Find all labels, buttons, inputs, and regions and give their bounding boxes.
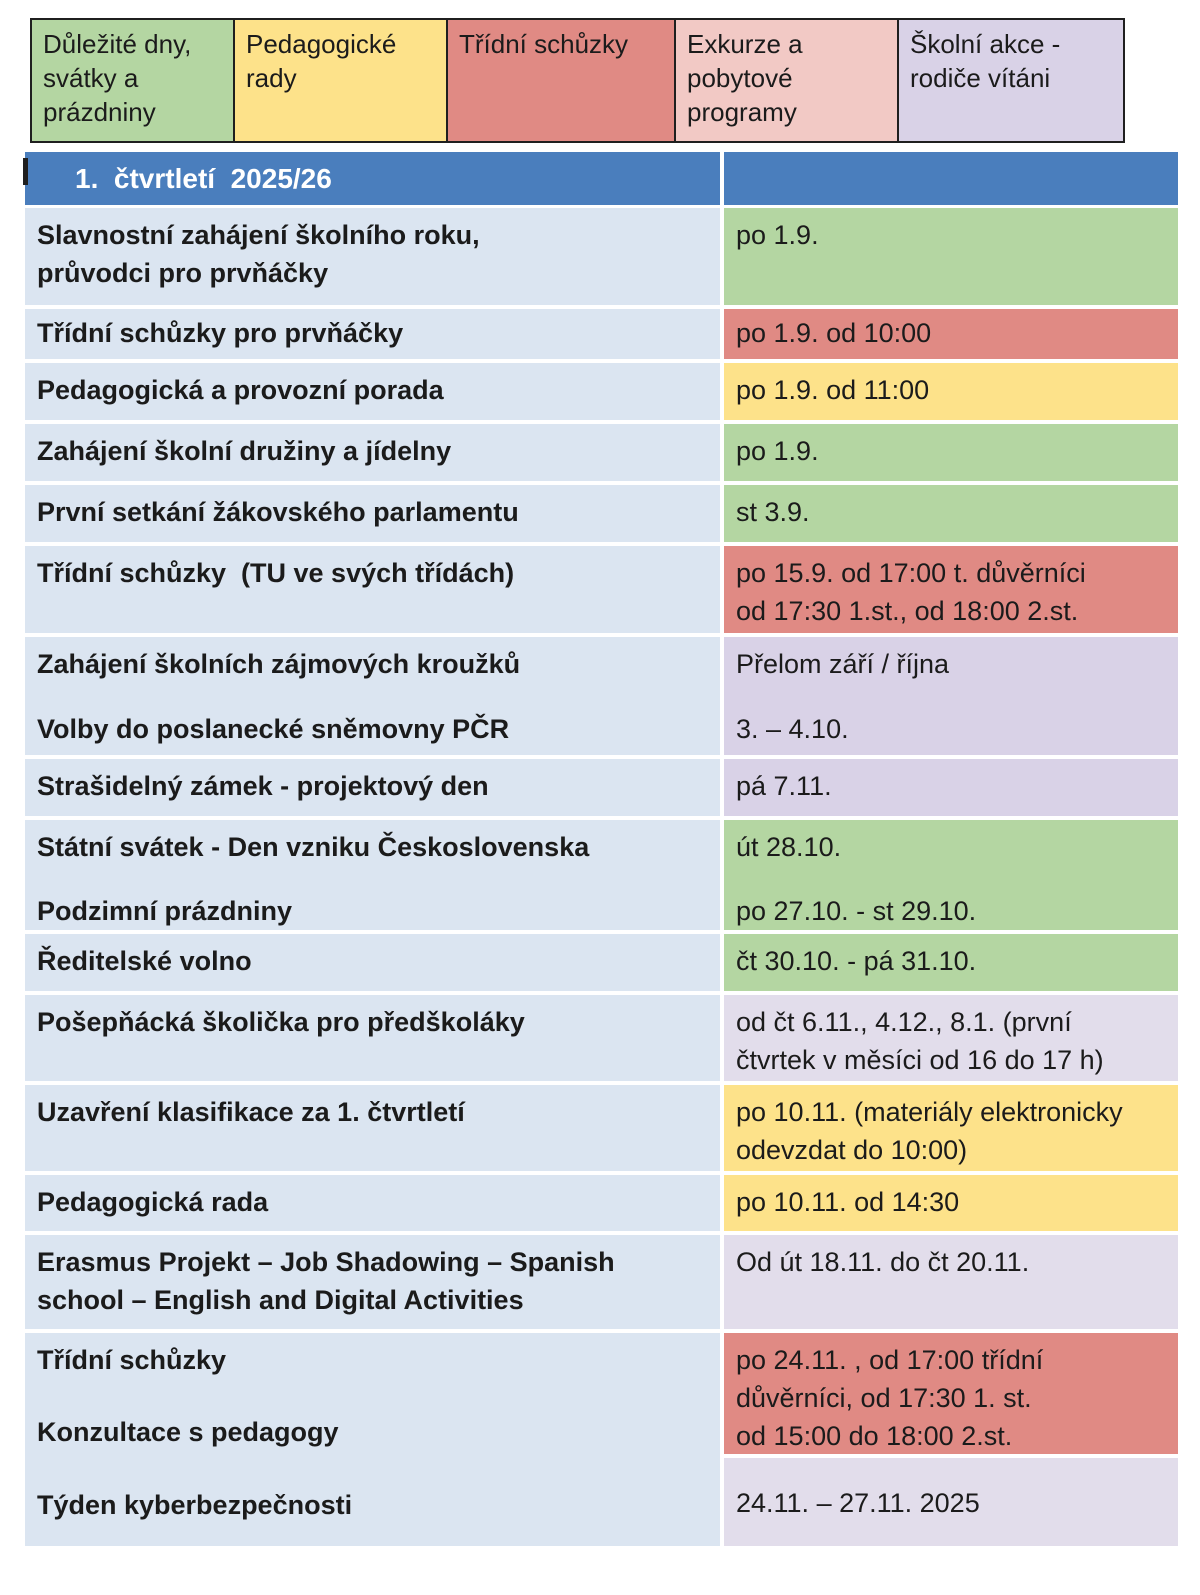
event-cell bbox=[25, 1175, 720, 1231]
event-line: Strašidelný zámek - projektový den bbox=[37, 771, 489, 801]
legend-item-label: Exkurze a pobytové programy bbox=[687, 29, 803, 127]
date-line: po 1.9. bbox=[736, 220, 819, 250]
date-line: út 28.10. bbox=[736, 832, 842, 862]
event-line: school – English and Digital Activities bbox=[37, 1285, 524, 1315]
event-cell bbox=[25, 1085, 720, 1171]
quarter-header bbox=[25, 152, 1178, 205]
date-line: po 24.11. , od 17:00 třídní bbox=[736, 1345, 1044, 1375]
date-line: po 1.9. od 11:00 bbox=[736, 375, 930, 405]
event-cell bbox=[25, 1333, 720, 1546]
date-cell bbox=[724, 820, 1178, 930]
event-cell bbox=[25, 208, 720, 305]
event-line: Pošepňácká školička pro předškoláky bbox=[37, 1007, 525, 1037]
legend-item-school-events bbox=[897, 18, 1125, 143]
date-line: Od út 18.11. do čt 20.11. bbox=[736, 1247, 1030, 1277]
event-cell bbox=[25, 363, 720, 420]
date-line: od 17:30 1.st., od 18:00 2.st. bbox=[736, 596, 1079, 626]
event-line: Třídní schůzky pro prvňáčky bbox=[37, 318, 404, 348]
date-cell bbox=[724, 546, 1178, 633]
table-row bbox=[25, 995, 1178, 1081]
date-cell bbox=[724, 934, 1178, 991]
date-cell bbox=[724, 1333, 1178, 1454]
date-line: od čt 6.11., 4.12., 8.1. (první bbox=[736, 1007, 1072, 1037]
date-line: 3. – 4.10. bbox=[736, 714, 849, 744]
date-line: od 15:00 do 18:00 2.st. bbox=[736, 1421, 1013, 1451]
event-cell bbox=[25, 309, 720, 359]
event-line: Uzavření klasifikace za 1. čtvrtletí bbox=[37, 1097, 465, 1127]
event-line: Státní svátek - Den vzniku Československa bbox=[37, 832, 590, 862]
event-cell bbox=[25, 1235, 720, 1329]
legend-item-label: Třídní schůzky bbox=[459, 29, 629, 59]
date-line: po 1.9. bbox=[736, 436, 819, 466]
quarter-header-spacer bbox=[724, 152, 1178, 205]
event-line: První setkání žákovského parlamentu bbox=[37, 497, 519, 527]
legend-item-pedagogical-boards bbox=[233, 18, 448, 143]
event-cell bbox=[25, 820, 720, 930]
date-line: po 27.10. - st 29.10. bbox=[736, 896, 977, 926]
date-line: po 10.11. (materiály elektronicky bbox=[736, 1097, 1123, 1127]
table-row bbox=[25, 208, 1178, 305]
event-line: Pedagogická rada bbox=[37, 1187, 269, 1217]
table-row bbox=[25, 1085, 1178, 1171]
legend-item-label: Důležité dny, svátky a prázdniny bbox=[43, 29, 192, 127]
event-line: Třídní schůzky (TU ve svých třídách) bbox=[37, 558, 515, 588]
date-cell bbox=[724, 759, 1178, 816]
table-border-artifact bbox=[23, 158, 28, 185]
table-row bbox=[25, 309, 1178, 359]
event-line: průvodci pro prvňáčky bbox=[37, 258, 329, 288]
legend-item-label: Školní akce - rodiče vítáni bbox=[910, 29, 1061, 93]
event-line: Podzimní prázdniny bbox=[37, 896, 293, 926]
table-row bbox=[25, 1235, 1178, 1329]
table-row bbox=[25, 759, 1178, 816]
table-row bbox=[25, 424, 1178, 481]
legend bbox=[30, 18, 1200, 143]
event-line: Zahájení školních zájmových kroužků bbox=[37, 649, 521, 679]
event-line: Erasmus Projekt – Job Shadowing – Spanish bbox=[37, 1247, 615, 1277]
event-line: Zahájení školní družiny a jídelny bbox=[37, 436, 452, 466]
legend-item-label: Pedagogické rady bbox=[246, 29, 397, 93]
event-line: Volby do poslanecké sněmovny PČR bbox=[37, 714, 510, 744]
event-line: Ředitelské volno bbox=[37, 946, 252, 976]
date-line: důvěrníci, od 17:30 1. st. bbox=[736, 1383, 1032, 1413]
table-row bbox=[25, 1175, 1178, 1231]
date-line: pá 7.11. bbox=[736, 771, 832, 801]
legend-item-excursions bbox=[674, 18, 899, 143]
date-line: st 3.9. bbox=[736, 497, 810, 527]
date-line: po 1.9. od 10:00 bbox=[736, 318, 932, 348]
table-row bbox=[25, 363, 1178, 420]
event-cell bbox=[25, 424, 720, 481]
date-line: čt 30.10. - pá 31.10. bbox=[736, 946, 977, 976]
event-line: Třídní schůzky bbox=[37, 1345, 227, 1375]
table-row bbox=[25, 820, 1178, 930]
date-cell bbox=[724, 1085, 1178, 1171]
date-cell bbox=[724, 363, 1178, 420]
date-cell bbox=[724, 637, 1178, 755]
date-line: Přelom září / října bbox=[736, 649, 950, 679]
event-line: Slavnostní zahájení školního roku, bbox=[37, 220, 480, 250]
date-cell bbox=[724, 1235, 1178, 1329]
event-cell bbox=[25, 934, 720, 991]
date-cell bbox=[724, 1458, 1178, 1546]
table-row bbox=[25, 546, 1178, 633]
event-cell bbox=[25, 995, 720, 1081]
table-row bbox=[25, 934, 1178, 991]
date-line: čtvrtek v měsíci od 16 do 17 h) bbox=[736, 1045, 1104, 1075]
date-line: 24.11. – 27.11. 2025 bbox=[736, 1488, 980, 1518]
table-row bbox=[25, 637, 1178, 755]
table-row bbox=[25, 485, 1178, 542]
event-cell bbox=[25, 759, 720, 816]
table-row-group bbox=[25, 1333, 1178, 1546]
date-line: po 15.9. od 17:00 t. důvěrníci bbox=[736, 558, 1086, 588]
date-line: odevzdat do 10:00) bbox=[736, 1135, 968, 1165]
date-cell bbox=[724, 309, 1178, 359]
date-cell bbox=[724, 995, 1178, 1081]
event-line: Konzultace s pedagogy bbox=[37, 1417, 339, 1447]
event-cell bbox=[25, 485, 720, 542]
event-line: Pedagogická a provozní porada bbox=[37, 375, 444, 405]
date-cell bbox=[724, 1175, 1178, 1231]
date-line: po 10.11. od 14:30 bbox=[736, 1187, 960, 1217]
date-cell bbox=[724, 485, 1178, 542]
date-cell bbox=[724, 424, 1178, 481]
event-cell bbox=[25, 546, 720, 633]
legend-item-class-meetings bbox=[446, 18, 676, 143]
legend-item-important-days bbox=[30, 18, 235, 143]
date-cell bbox=[724, 208, 1178, 305]
date-cell-stack bbox=[724, 1333, 1178, 1546]
quarter-title: 1. čtvrtletí 2025/26 bbox=[25, 152, 720, 205]
event-cell bbox=[25, 637, 720, 755]
event-line: Týden kyberbezpečnosti bbox=[37, 1490, 353, 1520]
